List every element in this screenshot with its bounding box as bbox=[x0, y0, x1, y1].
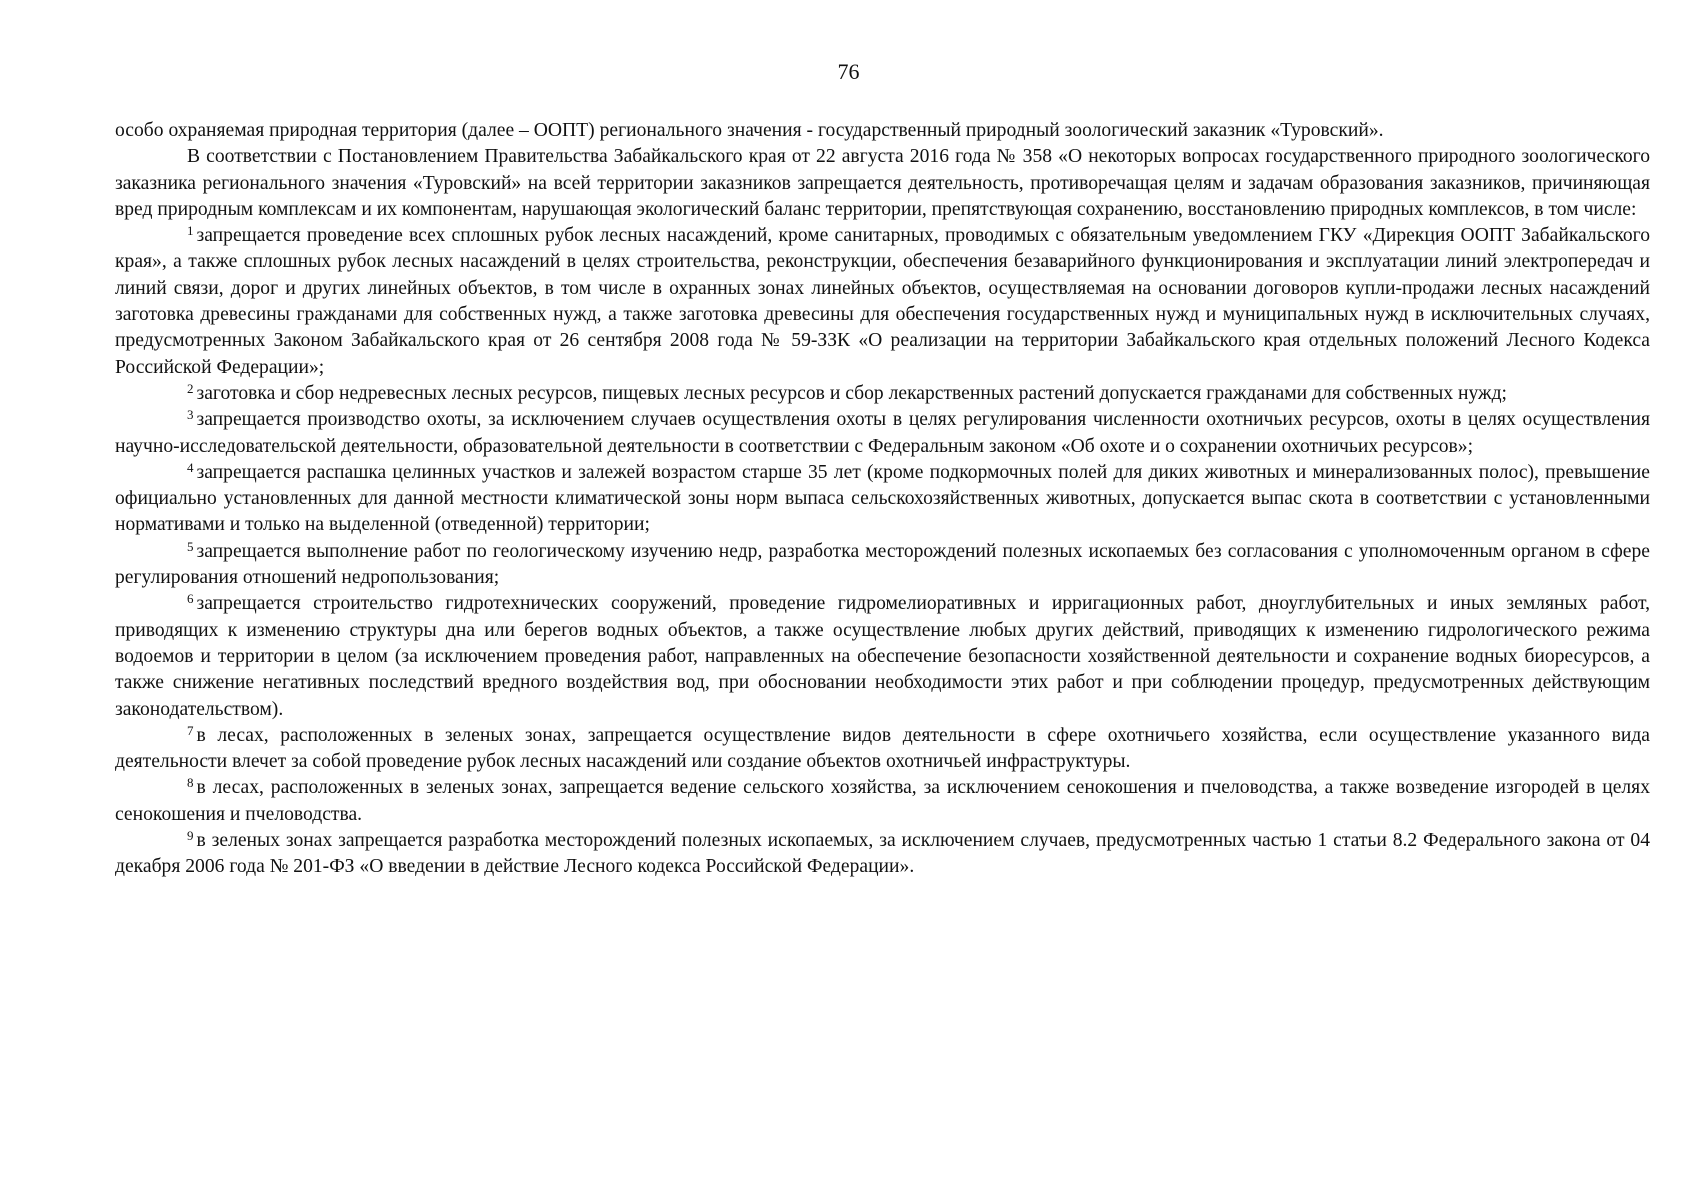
item-marker: 4 bbox=[187, 459, 194, 475]
list-item bbox=[115, 591, 1650, 722]
item-text: запрещается распашка целинных участков и залежей возрастом старше 35 лет (кроме подкормочных полей для диких животных и минерализованных полос), превышение официально установленных для данной местности климатической зоны норм выпаса сельскохозяйственных животных, допускается выпас скота в соответствии с установленными нормативами и только на выделенной (отведенной) территории; bbox=[115, 461, 1650, 536]
item-marker: 6 bbox=[187, 591, 194, 607]
item-marker: 1 bbox=[187, 223, 194, 239]
item-text: в лесах, расположенных в зеленых зонах, запрещается ведение сельского хозяйства, за исключением сенокошения и пчеловодства, а также возведение изгородей в целях сенокошения и пчеловодства. bbox=[115, 777, 1650, 825]
intro-paragraph: особо охраняемая природная территория (далее – ООПТ) регионального значения - государственный природный зоологический заказник «Туровский». bbox=[115, 120, 1384, 141]
item-marker: 5 bbox=[187, 538, 194, 554]
list-item bbox=[115, 460, 1650, 539]
item-marker: 9 bbox=[187, 828, 194, 844]
item-text: запрещается проведение всех сплошных рубок лесных насаждений, кроме санитарных, проводимых с обязательным уведомлением ГКУ «Дирекция ООПТ Забайкальского края», а также сплошных рубок лесных насаждений в целях строительства, реконструкции, обеспечения безаварийного функционирования и эксплуатации линий электропередач и линий связи, дорог и других линейных объектов, в том числе в охранных зонах линейных объектов, осуществляемая на основании договоров купли-продажи лесных насаждений заготовка древесины гражданами для собственных нужд, а также заготовка древесины для обеспечения государственных нужд и муниципальных нужд в исключительных случаях, предусмотренных Законом Забайкальского края от 26 сентября 2008 года № 59-ЗЗК «О реализации на территории Забайкальского края отдельных положений Лесного Кодекса Российской Федерации»; bbox=[115, 225, 1650, 378]
item-marker: 2 bbox=[187, 380, 194, 396]
decree-paragraph: В соответствии с Постановлением Правительства Забайкальского края от 22 августа 2016 года № 358 «О некоторых вопросах государственного природного зоологического заказника регионального значения «Туровский» на всей территории заказников запрещается деятельность, противоречащая целям и задачам образования заказников, причиняющая вред природным комплексам и их компонентам, нарушающая экологический баланс территории, препятствующая сохранению, восстановлению природных комплексов, в том числе: bbox=[115, 146, 1650, 220]
list-item bbox=[115, 775, 1650, 828]
item-marker: 7 bbox=[187, 722, 194, 738]
item-text: заготовка и сбор недревесных лесных ресурсов, пищевых лесных ресурсов и сбор лекарственных растений допускается гражданами для собственных нужд; bbox=[196, 382, 1508, 404]
list-item bbox=[115, 539, 1650, 592]
item-marker: 3 bbox=[187, 407, 194, 423]
item-marker: 8 bbox=[187, 775, 194, 791]
list-item bbox=[115, 828, 1650, 881]
item-text: запрещается строительство гидротехнических сооружений, проведение гидромелиоративных и ирригационных работ, дноуглубительных и иных земляных работ, приводящих к изменению структуры дна или берегов водных объектов, а также осуществление любых других действий, приводящих к изменению гидрологического режима водоемов и территории в целом (за исключением проведения работ, направленных на обеспечение безопасности хозяйственной деятельности и сохранение водных биоресурсов, а также снижение негативных последствий вредного воздействия вод, при обосновании необходимости этих работ и при соблюдении процедур, предусмотренных действующим законодательством). bbox=[115, 593, 1650, 720]
document-body bbox=[115, 118, 1650, 881]
item-text: запрещается производство охоты, за исключением случаев осуществления охоты в целях регулирования численности охотничьих ресурсов, охоты в целях осуществления научно-исследовательской деятельности, образовательной деятельности в соответствии с Федеральным законом «Об охоте и о сохранении охотничьих ресурсов»; bbox=[115, 409, 1650, 457]
item-text: запрещается выполнение работ по геологическому изучению недр, разработка месторождений полезных ископаемых без согласования с уполномоченным органом в сфере регулирования отношений недропользования; bbox=[115, 540, 1650, 589]
item-text: в зеленых зонах запрещается разработка месторождений полезных ископаемых, за исключением случаев, предусмотренных частью 1 статьи 8.2 Федерального закона от 04 декабря 2006 года № 201-ФЗ «О введении в действие Лесного кодекса Российской Федерации». bbox=[115, 830, 1650, 878]
list-item bbox=[115, 723, 1650, 776]
item-text: в лесах, расположенных в зеленых зонах, запрещается осуществление видов деятельности в сфере охотничьего хозяйства, если осуществление указанного вида деятельности влечет за собой проведение рубок лесных насаждений или создание объектов охотничьей инфраструктуры. bbox=[115, 724, 1650, 773]
list-item bbox=[115, 223, 1650, 381]
page-number: 76 bbox=[837, 59, 860, 84]
list-item bbox=[115, 407, 1650, 460]
list-item bbox=[115, 381, 1650, 407]
